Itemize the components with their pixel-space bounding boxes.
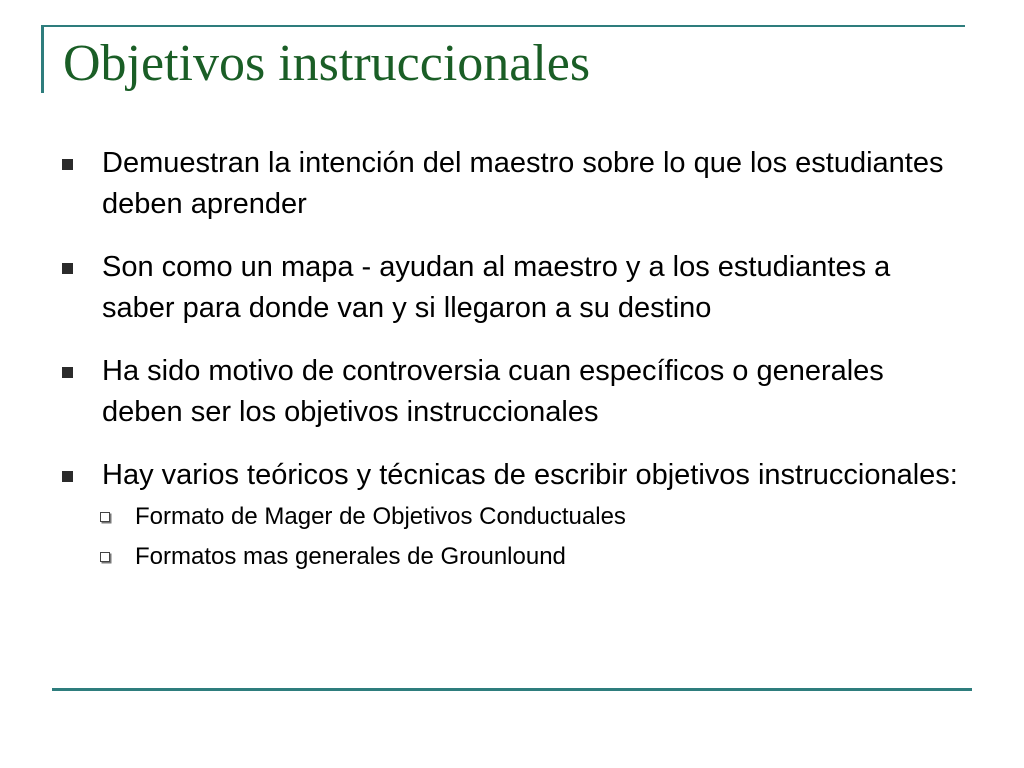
bullet-text: Ha sido motivo de controversia cuan específicos o generales deben ser los objetivos instruccionales <box>102 355 884 428</box>
title-frame-left-rule <box>41 25 44 93</box>
hollow-square-bullet-icon <box>100 552 110 562</box>
hollow-square-bullet-icon <box>100 512 110 522</box>
bullet-item <box>62 247 962 329</box>
bullet-text: Demuestran la intención del maestro sobre lo que los estudiantes deben aprender <box>102 147 944 220</box>
title-frame-top-rule <box>41 25 965 27</box>
bullet-item <box>62 143 962 225</box>
square-bullet-icon <box>62 263 73 274</box>
square-bullet-icon <box>62 471 73 482</box>
bullet-list <box>62 143 962 599</box>
bullet-item <box>62 351 962 433</box>
square-bullet-icon <box>62 159 73 170</box>
bullet-text: Hay varios teóricos y técnicas de escribir objetivos instruccionales: <box>102 459 958 491</box>
square-bullet-icon <box>62 367 73 378</box>
sub-bullet-list <box>102 497 962 577</box>
sub-bullet-item <box>102 537 962 577</box>
sub-bullet-item <box>102 497 962 537</box>
slide-title: Objetivos instruccionales <box>63 35 591 92</box>
bullet-text: Son como un mapa - ayudan al maestro y a los estudiantes a saber para donde van y si llegaron a su destino <box>102 251 891 324</box>
bullet-item <box>62 455 962 577</box>
sub-bullet-text: Formato de Mager de Objetivos Conductuales <box>135 503 626 530</box>
sub-bullet-text: Formatos mas generales de Grounlound <box>135 543 566 570</box>
footer-rule <box>52 688 972 691</box>
